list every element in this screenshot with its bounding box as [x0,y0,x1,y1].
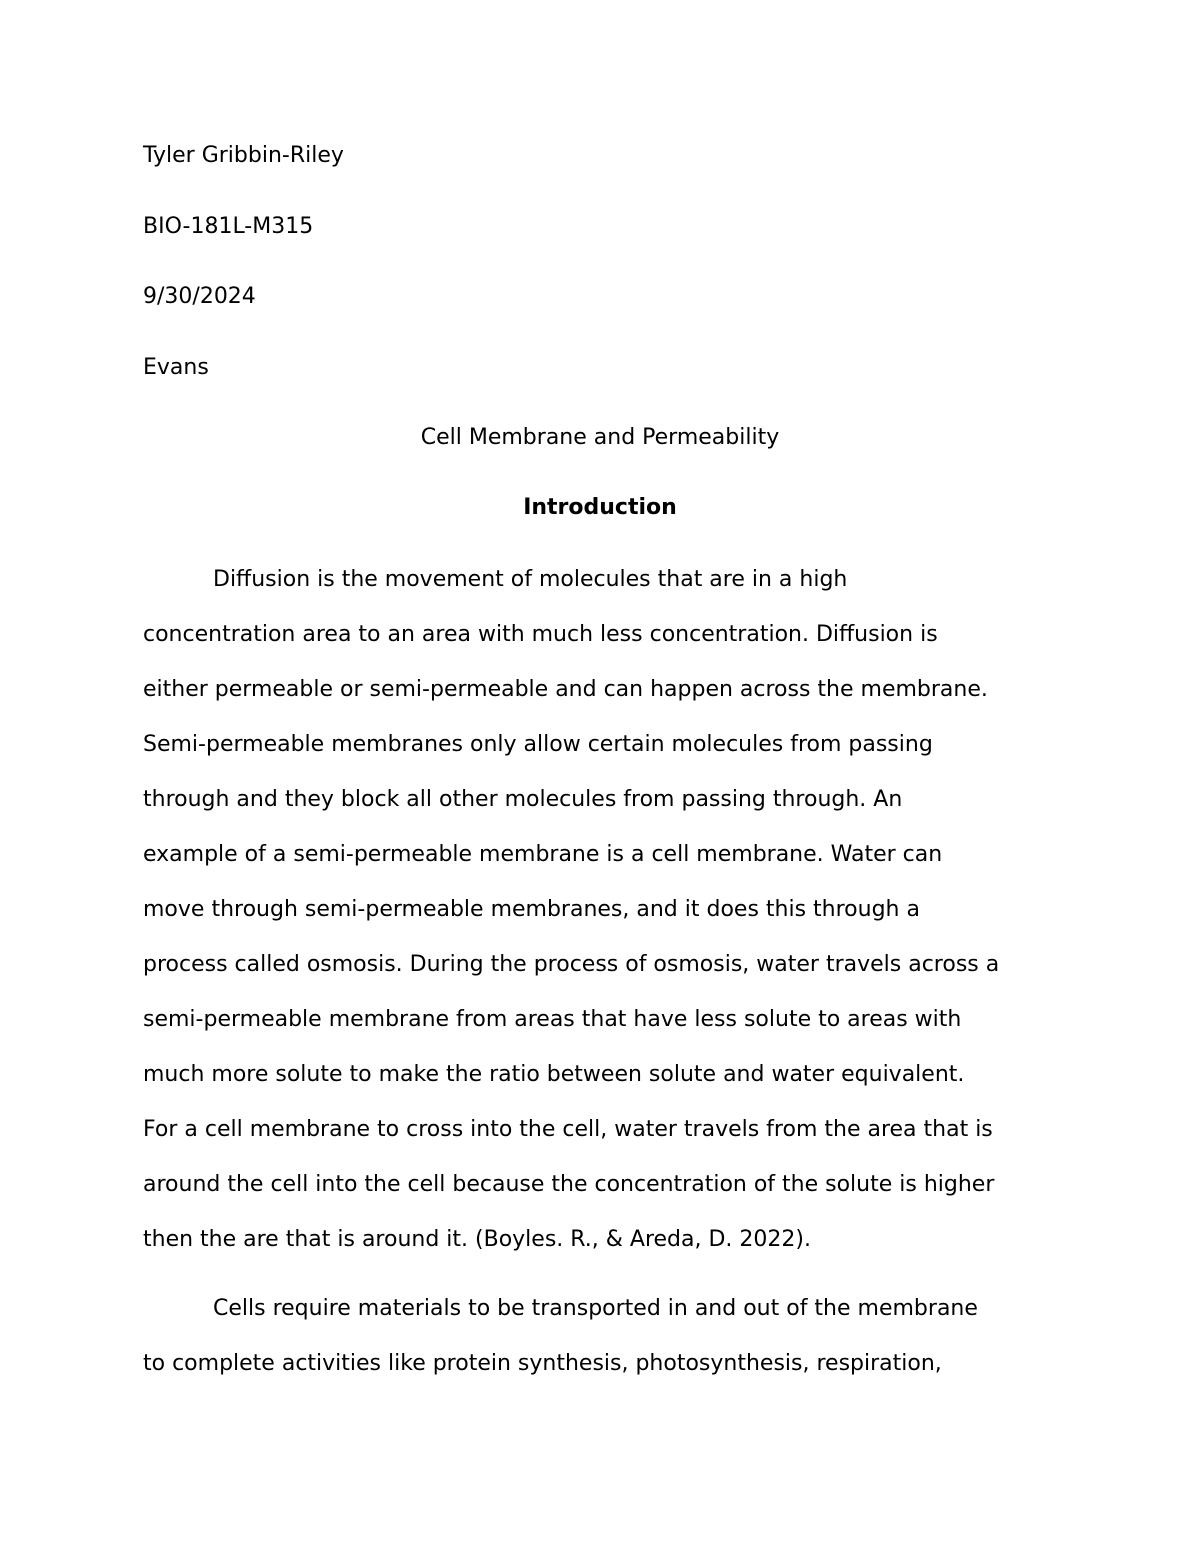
paragraph-line: around the cell into the cell because the concentration of the solute is higher [143,1172,995,1197]
paragraph-line: concentration area to an area with much less concentration. Diffusion is [143,622,938,647]
paragraph-line: much more solute to make the ratio between solute and water equivalent. [143,1062,965,1087]
date: 9/30/2024 [143,284,256,309]
paragraph-line: Semi-permeable membranes only allow certain molecules from passing [143,732,933,757]
paragraph-line: Diffusion is the movement of molecules that are in a high [213,567,848,592]
paragraph-line: either permeable or semi-permeable and can happen across the membrane. [143,677,988,702]
paragraph-line: then the are that is around it. (Boyles. R., & Areda, D. 2022). [143,1227,811,1252]
paragraph-line: through and they block all other molecules from passing through. An [143,787,903,812]
paragraph-line: semi-permeable membrane from areas that have less solute to areas with [143,1007,962,1032]
paragraph-line: move through semi-permeable membranes, and it does this through a [143,897,920,922]
paragraph-line: to complete activities like protein synthesis, photosynthesis, respiration, [143,1351,942,1376]
paragraph-line: Cells require materials to be transported in and out of the membrane [213,1296,978,1321]
paragraph-line: For a cell membrane to cross into the cell, water travels from the area that is [143,1117,993,1142]
paragraph-line: example of a semi-permeable membrane is a cell membrane. Water can [143,842,943,867]
course-code: BIO-181L-M315 [143,214,314,239]
author-name: Tyler Gribbin-Riley [143,143,344,168]
document-title: Cell Membrane and Permeability [420,425,780,450]
paragraph-1 [143,552,1063,1267]
paragraph-line: process called osmosis. During the process of osmosis, water travels across a [143,952,1000,977]
instructor-name: Evans [143,355,209,380]
paragraph-2 [143,1281,1063,1391]
section-heading: Introduction [523,495,677,520]
